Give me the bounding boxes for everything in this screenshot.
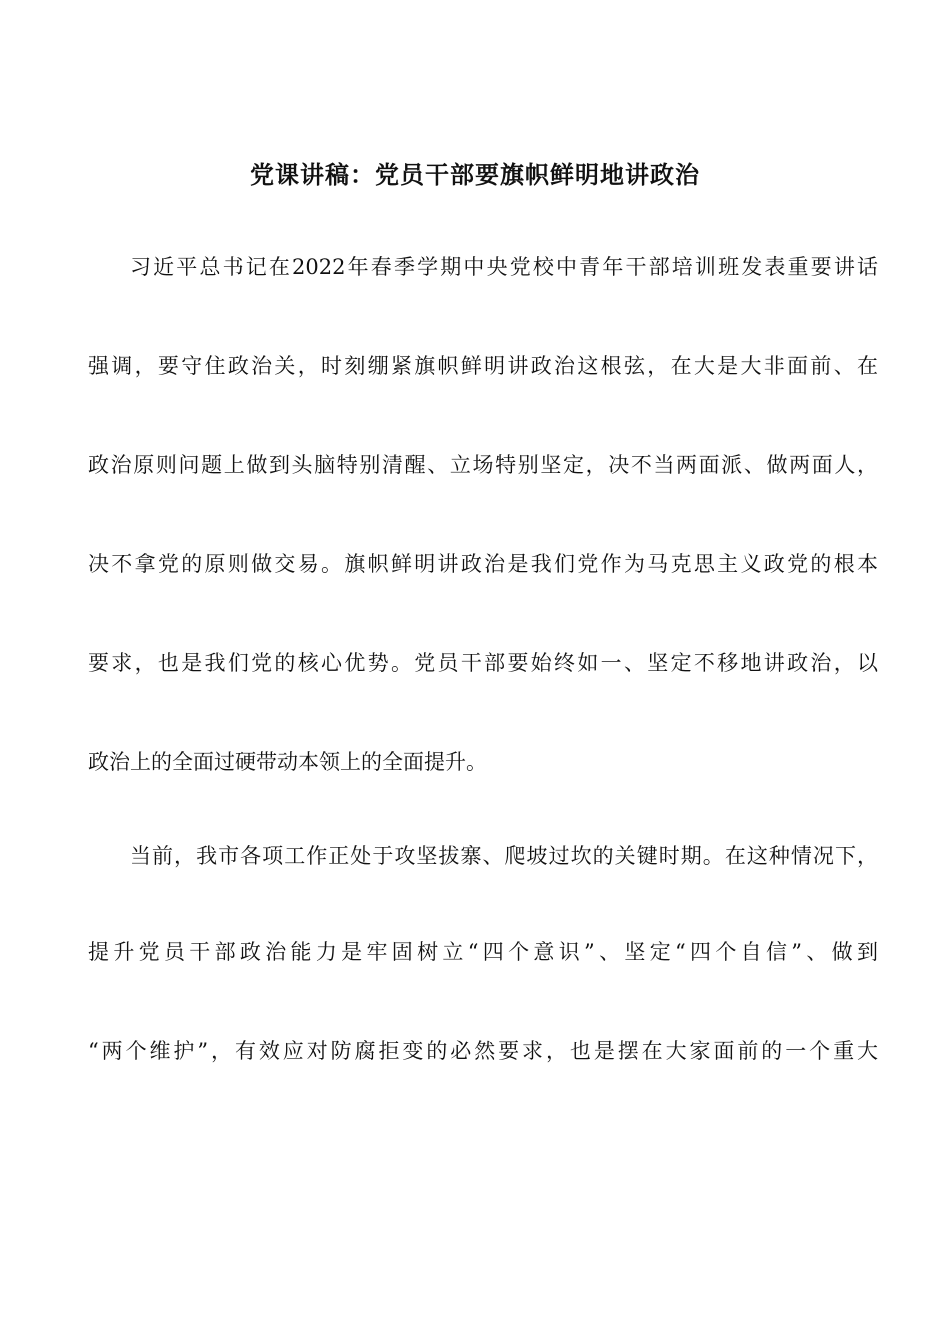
paragraph-1-line-2: 强调，要守住政治关，时刻绷紧旗帜鲜明讲政治这根弦，在大是大非面前、在 [88, 354, 878, 378]
paragraph-2-line-3: “两个维护”，有效应对防腐拒变的必然要求，也是摆在大家面前的一个重大 [88, 1039, 878, 1063]
paragraph-1-line-5: 要求，也是我们党的核心优势。党员干部要始终如一、坚定不移地讲政治，以 [88, 651, 878, 675]
paragraph-1-line-3: 政治原则问题上做到头脑特别清醒、立场特别坚定，决不当两面派、做两面人， [88, 453, 878, 477]
paragraph-1-line-4: 决不拿党的原则做交易。旗帜鲜明讲政治是我们党作为马克思主义政党的根本 [88, 552, 878, 576]
paragraph-1-line-1: 习近平总书记在2022年春季学期中央党校中青年干部培训班发表重要讲话 [130, 255, 878, 279]
document-title: 党课讲稿：党员干部要旗帜鲜明地讲政治 [250, 161, 700, 189]
paragraph-2-line-1: 当前，我市各项工作正处于攻坚拔寨、爬坡过坎的关键时期。在这种情况下， [130, 844, 878, 868]
paragraph-1-line-6: 政治上的全面过硬带动本领上的全面提升。 [88, 750, 487, 774]
paragraph-2-line-2: 提升党员干部政治能力是牢固树立“四个意识”、坚定“四个自信”、做到 [88, 940, 878, 964]
